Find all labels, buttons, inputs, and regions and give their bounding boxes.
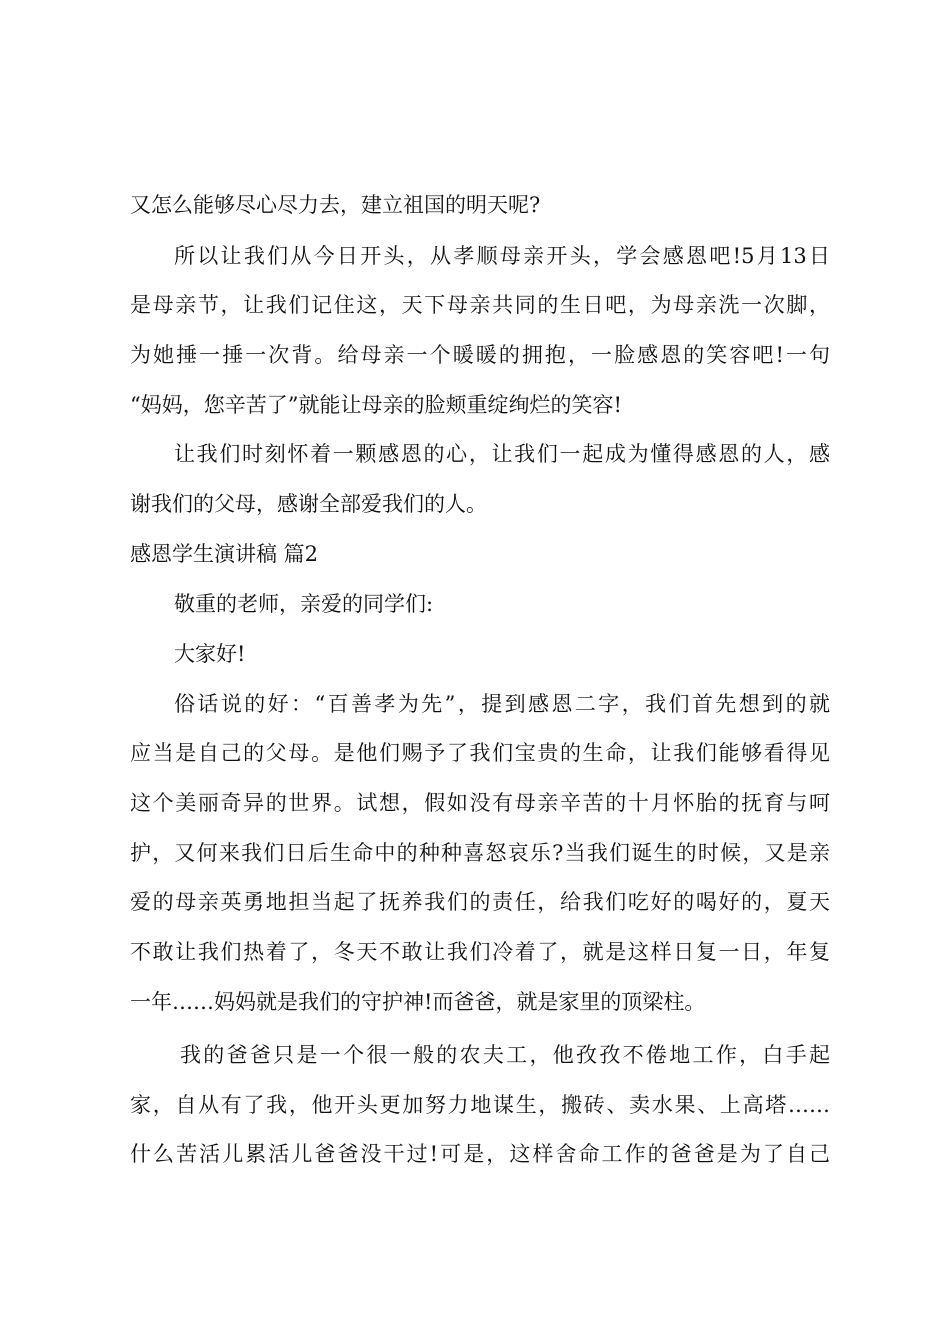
text-line: “妈妈，您辛苦了”就能让母亲的脸颊重绽绚烂的笑容! <box>130 393 622 417</box>
text-line: 应当是自己的父母。是他们赐予了我们宝贵的生命，让我们能够看得见 <box>130 741 830 765</box>
text-line: 家，自从有了我，他开头更加努力地谋生，搬砖、卖水果、上高塔…… <box>130 1093 830 1117</box>
text-line: 什么苦活儿累活儿爸爸没干过!可是，这样舍命工作的爸爸是为了自己 <box>130 1142 830 1166</box>
text-line: 让我们时刻怀着一颗感恩的心，让我们一起成为懂得感恩的人，感 <box>174 442 830 466</box>
text-line: 这个美丽奇异的世界。试想，假如没有母亲辛苦的十月怀胎的抚育与呵 <box>130 791 830 815</box>
text-line: 谢我们的父母，感谢全部爱我们的人。 <box>130 492 487 516</box>
text-line: 所以让我们从今日开头，从孝顺母亲开头，学会感恩吧!5月13日 <box>174 244 830 268</box>
text-line: 爱的母亲英勇地担当起了抚养我们的责任，给我们吃好的喝好的，夏天 <box>130 890 830 914</box>
salutation: 敬重的老师，亲爱的同学们: <box>174 592 434 616</box>
text-line: 不敢让我们热着了，冬天不敢让我们冷着了，就是这样日复一日，年复 <box>130 940 830 964</box>
text-line: 一年……妈妈就是我们的守护神!而爸爸，就是家里的顶梁柱。 <box>130 990 706 1014</box>
text-line: 为她捶一捶一次背。给母亲一个暖暖的拥抱，一脸感恩的笑容吧!一句 <box>130 343 830 367</box>
text-line: 护，又何来我们日后生命中的种种喜怒哀乐?当我们诞生的时候，又是亲 <box>130 841 830 865</box>
greeting: 大家好! <box>174 642 246 666</box>
text-line: 我的爸爸只是一个很一般的农夫工，他孜孜不倦地工作，白手起 <box>180 1043 830 1067</box>
text-line: 又怎么能够尽心尽力去，建立祖国的明天呢? <box>130 193 541 217</box>
section-heading: 感恩学生演讲稿 篇2 <box>130 542 319 566</box>
text-line: 俗话说的好：“百善孝为先”，提到感恩二字，我们首先想到的就 <box>174 692 830 716</box>
text-line: 是母亲节，让我们记住这，天下母亲共同的生日吧，为母亲洗一次脚， <box>130 293 830 317</box>
